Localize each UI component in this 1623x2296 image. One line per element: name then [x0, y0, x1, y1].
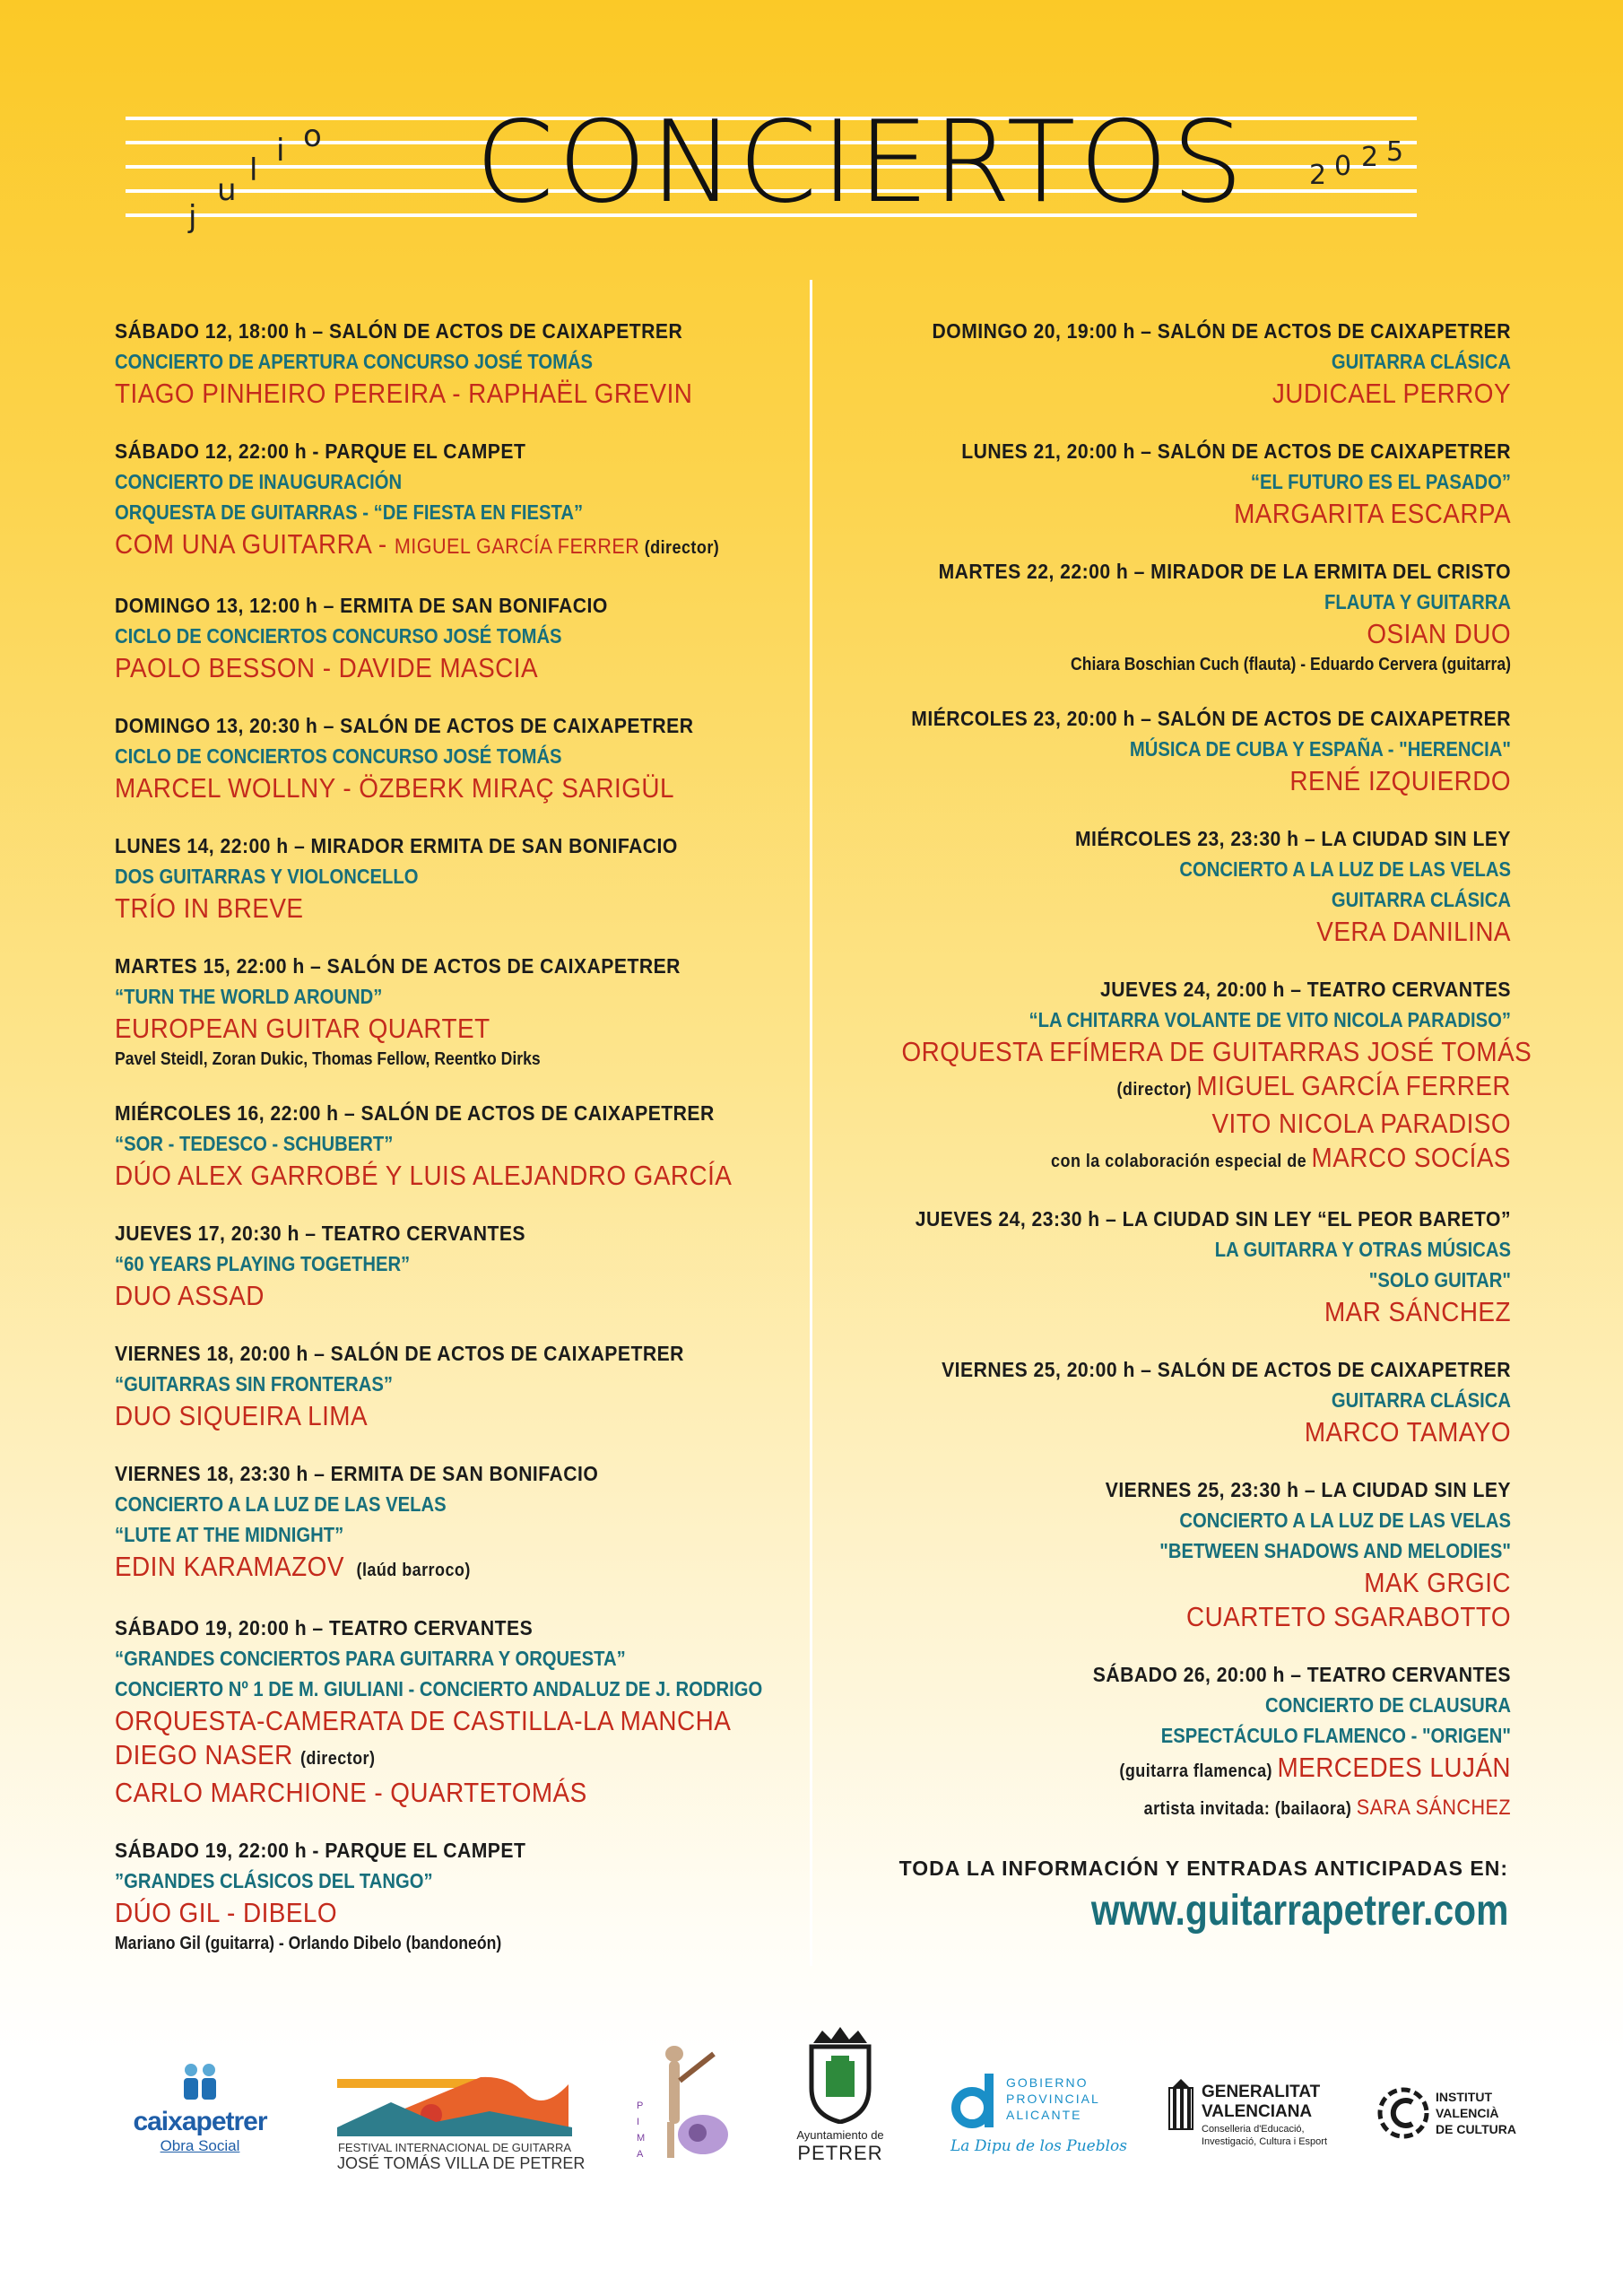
petrer-line2: PETRER [797, 2142, 883, 2164]
event-datetime-venue: MIÉRCOLES 23, 23:30 h – LA CIUDAD SIN LEY [1074, 827, 1511, 850]
event-entry [115, 1338, 796, 1433]
year-digit: 0 [1334, 151, 1352, 182]
info-text: TODA LA INFORMACIÓN Y ENTRADAS ANTICIPADAS EN: [898, 1857, 1508, 1880]
artist-name: OSIAN DUO [1367, 618, 1511, 649]
generalitat-logo[interactable] [1167, 2079, 1347, 2147]
event-entry [115, 1613, 796, 1810]
event-subtitle: “SOR - TEDESCO - SCHUBERT” [115, 1132, 394, 1155]
coat-of-arms-icon [804, 2025, 876, 2124]
event-subtitle: CICLO DE CONCIERTOS CONCURSO JOSÉ TOMÁS [115, 624, 562, 648]
event-datetime-venue: MARTES 22, 22:00 h – MIRADOR DE LA ERMITA DEL CRISTO [938, 560, 1511, 583]
event-artist [115, 771, 728, 805]
figure-with-guitar-icon [633, 2045, 732, 2161]
event-artist [115, 1776, 728, 1810]
event-datetime-venue: JUEVES 24, 23:30 h – LA CIUDAD SIN LEY “EL PEOR BARETO” [915, 1207, 1511, 1231]
event-subtitle: “TURN THE WORLD AROUND” [115, 985, 383, 1008]
artist-role: (director) [644, 538, 720, 558]
event-entry [834, 1354, 1511, 1449]
year-digit: 2 [1361, 142, 1379, 173]
artist-name: VITO NICOLA PARADISO [1211, 1108, 1511, 1139]
event-datetime-venue: MIÉRCOLES 23, 20:00 h – SALÓN DE ACTOS DE CAIXAPETRER [911, 707, 1511, 730]
ivc-line3: DE CULTURA [1436, 2122, 1516, 2136]
artist-name: JUDICAEL PERROY [1271, 378, 1511, 409]
caixapetrer-logo[interactable] [115, 2063, 285, 2155]
event-subtitle: CONCIERTO A LA LUZ DE LAS VELAS [1179, 1509, 1511, 1532]
event-entry [834, 1659, 1511, 1826]
event-subtitle: ORQUESTA DE GUITARRAS - “DE FIESTA EN FIESTA” [115, 500, 584, 524]
event-subtitle: CONCIERTO DE APERTURA CONCURSO JOSÉ TOMÁS [115, 350, 594, 373]
dipu-line2: PROVINCIAL [1006, 2092, 1100, 2106]
senyera-crest-icon [1167, 2079, 1194, 2133]
event-datetime-venue: DOMINGO 13, 12:00 h – ERMITA DE SAN BONIFACIO [115, 594, 608, 617]
artist-name: MARGARITA ESCARPA [1234, 498, 1511, 529]
artist-name: DIEGO NASER [115, 1739, 300, 1770]
month-letter: o [303, 118, 322, 154]
event-subtitle: “LUTE AT THE MIDNIGHT” [115, 1523, 344, 1546]
pima-letter: P [637, 2100, 644, 2111]
event-artist [115, 1896, 728, 1930]
event-datetime-venue: JUEVES 24, 20:00 h – TEATRO CERVANTES [1099, 978, 1511, 1001]
artist-name: MERCEDES LUJÁN [1277, 1752, 1511, 1783]
caixapetrer-name: caixapetrer [133, 2107, 267, 2136]
pima-letter: M [637, 2133, 646, 2144]
artist-name: PAOLO BESSON - DAVIDE MASCIA [115, 652, 539, 683]
event-entry [834, 1474, 1511, 1634]
event-datetime-venue: VIERNES 18, 23:30 h – ERMITA DE SAN BONIFACIO [115, 1462, 599, 1485]
event-artist [115, 651, 728, 685]
event-performers-note: Chiara Boschian Cuch (flauta) - Eduardo Cervera (guitarra) [1071, 655, 1511, 674]
event-subtitle: ESPECTÁCULO FLAMENCO - "ORIGEN" [1160, 1724, 1511, 1747]
festival-logo[interactable] [337, 2075, 586, 2173]
dipu-tagline: La Dipu de los Pueblos [950, 2137, 1128, 2155]
event-subtitle: LA GUITARRA Y OTRAS MÚSICAS [1214, 1238, 1511, 1261]
artist-name: CARLO MARCHIONE - QUARTETOMÁS [115, 1777, 587, 1808]
event-entry [834, 703, 1511, 798]
page-title: CONCIERTOS [475, 96, 1247, 228]
artist-role: artista invitada: (bailaora) [1143, 1799, 1357, 1819]
event-subtitle: MÚSICA DE CUBA Y ESPAÑA - "HERENCIA" [1129, 737, 1511, 761]
event-subtitle: "BETWEEN SHADOWS AND MELODIES" [1159, 1539, 1511, 1562]
artist-role: (director) [1116, 1080, 1197, 1100]
artist-name: DUO SIQUEIRA LIMA [115, 1400, 369, 1431]
artist-name: ORQUESTA-CAMERATA DE CASTILLA-LA MANCHA [115, 1705, 732, 1736]
artist-role: con la colaboración especial de [1051, 1152, 1312, 1171]
event-entry [115, 590, 796, 685]
dipu-line1: GOBIERNO [1006, 2075, 1089, 2090]
event-artist [902, 1069, 1512, 1107]
event-entry [834, 974, 1532, 1178]
year-digit: 2 [1309, 160, 1327, 191]
event-datetime-venue: VIERNES 25, 23:30 h – LA CIUDAD SIN LEY [1105, 1478, 1511, 1501]
event-artist [902, 1415, 1512, 1449]
artist-name: RENÉ IZQUIERDO [1289, 765, 1511, 796]
artist-name: MAK GRGIC [1364, 1567, 1511, 1598]
artist-name: MARCO TAMAYO [1304, 1416, 1511, 1448]
artist-name: DÚO GIL - DIBELO [115, 1897, 338, 1928]
artist-role: (director) [299, 1749, 376, 1769]
event-entry [115, 831, 796, 926]
artist-name: EUROPEAN GUITAR QUARTET [115, 1013, 490, 1044]
gva-line2: VALENCIANA [1202, 2102, 1313, 2121]
event-subtitle: FLAUTA Y GUITARRA [1324, 590, 1511, 613]
festival-line1: FESTIVAL INTERNACIONAL DE GUITARRA [337, 2141, 572, 2154]
artist-name: COM UNA GUITARRA - [115, 528, 395, 560]
right-column [834, 316, 1532, 1851]
event-artist [902, 1788, 1512, 1826]
artist-name: CUARTETO SGARABOTTO [1185, 1601, 1511, 1632]
dipu-alicante-logo[interactable] [950, 2072, 1128, 2155]
event-performers-note: Pavel Steidl, Zoran Dukic, Thomas Fellow, Reentko Dirks [115, 1049, 541, 1069]
event-entry [834, 1204, 1511, 1329]
event-artist [115, 1012, 728, 1046]
artist-name: MAR SÁNCHEZ [1324, 1296, 1511, 1327]
website-link[interactable]: www.guitarrapetrer.com [1090, 1887, 1508, 1935]
event-entry [115, 710, 796, 805]
artist-name: MARCO SOCÍAS [1311, 1142, 1511, 1173]
event-datetime-venue: SÁBADO 26, 20:00 h – TEATRO CERVANTES [1092, 1663, 1511, 1686]
event-entry [115, 1458, 796, 1587]
artist-name: SARA SÁNCHEZ [1356, 1796, 1511, 1820]
event-subtitle: DOS GUITARRAS Y VIOLONCELLO [115, 865, 419, 888]
event-entry [115, 1218, 796, 1313]
event-datetime-venue: SÁBADO 12, 22:00 h - PARQUE EL CAMPET [115, 439, 526, 463]
event-artist [902, 497, 1512, 531]
event-subtitle: "SOLO GUITAR" [1368, 1268, 1511, 1292]
event-artist [115, 1550, 728, 1587]
event-subtitle: GUITARRA CLÁSICA [1331, 888, 1511, 911]
caixapetrer-sub: Obra Social [160, 2137, 240, 2154]
event-entry [115, 1835, 796, 1957]
month-letter: u [217, 172, 237, 208]
info-block [899, 1857, 1508, 1935]
left-column [115, 316, 796, 1982]
event-artist [902, 1566, 1512, 1600]
event-artist [901, 1035, 1532, 1069]
artist-name: MARCEL WOLLNY - ÖZBERK MIRAÇ SARIGÜL [115, 772, 674, 804]
event-subtitle: GUITARRA CLÁSICA [1331, 1388, 1511, 1412]
event-entry [834, 436, 1511, 531]
dipu-a-icon [950, 2072, 1001, 2133]
event-artist [115, 1279, 728, 1313]
event-subtitle: ”GRANDES CLÁSICOS DEL TANGO” [115, 1869, 433, 1892]
month-letter: l [249, 152, 258, 188]
event-subtitle: CONCIERTO A LA LUZ DE LAS VELAS [1179, 857, 1511, 881]
artist-role: (guitarra flamenca) [1119, 1761, 1278, 1781]
ivc-logo[interactable] [1376, 2086, 1520, 2144]
artist-name: VERA DANILINA [1316, 916, 1511, 947]
petrer-line1: Ayuntamiento de [796, 2128, 884, 2142]
event-datetime-venue: VIERNES 18, 20:00 h – SALÓN DE ACTOS DE CAIXAPETRER [115, 1342, 684, 1365]
event-subtitle: CONCIERTO DE CLAUSURA [1264, 1693, 1511, 1717]
ivc-line1: INSTITUT [1436, 2090, 1492, 2104]
event-subtitle: “GUITARRAS SIN FRONTERAS” [115, 1372, 393, 1396]
event-datetime-venue: SÁBADO 19, 20:00 h – TEATRO CERVANTES [115, 1616, 534, 1639]
ivc-line2: VALENCIÀ [1436, 2106, 1499, 2120]
event-subtitle: “60 YEARS PLAYING TOGETHER” [115, 1252, 411, 1275]
event-artist [902, 1751, 1512, 1788]
event-datetime-venue: VIERNES 25, 20:00 h – SALÓN DE ACTOS DE CAIXAPETRER [942, 1358, 1511, 1381]
gva-line1: GENERALITAT [1202, 2083, 1321, 2101]
pima-letter: A [637, 2149, 644, 2160]
event-artist [115, 1738, 728, 1776]
event-performers-note: Mariano Gil (guitarra) - Orlando Dibelo (bandoneón) [115, 1934, 502, 1953]
year-digit: 5 [1386, 136, 1404, 168]
event-datetime-venue: MIÉRCOLES 16, 22:00 h – SALÓN DE ACTOS DE CAIXAPETRER [115, 1101, 715, 1125]
event-artist [115, 891, 728, 926]
month-letter: j [188, 199, 197, 235]
artist-name: MIGUEL GARCÍA FERRER [1196, 1070, 1511, 1101]
ivc-circle-icon [1376, 2086, 1430, 2140]
guitar-landscape-icon [337, 2075, 572, 2136]
artist-name: EDIN KARAMAZOV [115, 1551, 352, 1582]
event-subtitle: GUITARRA CLÁSICA [1331, 350, 1511, 373]
event-datetime-venue: MARTES 15, 22:00 h – SALÓN DE ACTOS DE CAIXAPETRER [115, 954, 681, 978]
event-datetime-venue: LUNES 21, 20:00 h – SALÓN DE ACTOS DE CAIXAPETRER [961, 439, 1511, 463]
event-artist [902, 617, 1512, 651]
people-icon [173, 2063, 227, 2102]
event-artist [115, 1159, 733, 1193]
event-artist [902, 1107, 1512, 1141]
petrer-logo[interactable] [791, 2025, 890, 2165]
pima-logo[interactable] [633, 2045, 732, 2161]
event-datetime-venue: SÁBADO 12, 18:00 h – SALÓN DE ACTOS DE CAIXAPETRER [115, 319, 683, 343]
event-artist [902, 377, 1512, 411]
sponsor-logos [0, 2018, 1623, 2172]
event-artist [115, 527, 728, 565]
event-datetime-venue: DOMINGO 20, 19:00 h – SALÓN DE ACTOS DE CAIXAPETRER [932, 319, 1511, 343]
event-subtitle: CONCIERTO A LA LUZ DE LAS VELAS [115, 1492, 447, 1516]
event-datetime-venue: LUNES 14, 22:00 h – MIRADOR ERMITA DE SAN BONIFACIO [115, 834, 678, 857]
event-entry [115, 436, 796, 565]
event-datetime-venue: SÁBADO 19, 22:00 h - PARQUE EL CAMPET [115, 1839, 526, 1862]
artist-name: DÚO ALEX GARROBÉ Y LUIS ALEJANDRO GARCÍA [115, 1160, 733, 1191]
event-artist [115, 1399, 728, 1433]
event-artist [902, 764, 1512, 798]
event-artist [902, 1600, 1512, 1634]
event-subtitle: “GRANDES CONCIERTOS PARA GUITARRA Y ORQUESTA” [115, 1647, 626, 1670]
gva-line4: Investigació, Cultura i Esport [1202, 2136, 1328, 2147]
artist-name: TIAGO PINHEIRO PEREIRA - RAPHAËL GREVIN [115, 378, 693, 409]
pima-letter: I [637, 2117, 640, 2127]
event-subtitle: “LA CHITARRA VOLANTE DE VITO NICOLA PARADISO” [1028, 1008, 1511, 1031]
artist-role: (laúd barroco) [356, 1561, 471, 1580]
gva-line3: Conselleria d'Educació, [1202, 2124, 1305, 2135]
event-subtitle: CONCIERTO Nº 1 DE M. GIULIANI - CONCIERTO ANDALUZ DE J. RODRIGO [115, 1677, 763, 1700]
month-letter: i [276, 133, 285, 169]
artist-name: DUO ASSAD [115, 1280, 265, 1311]
event-subtitle: “EL FUTURO ES EL PASADO” [1250, 470, 1511, 493]
event-datetime-venue: JUEVES 17, 20:30 h – TEATRO CERVANTES [115, 1222, 526, 1245]
event-artist [902, 915, 1512, 949]
dipu-line3: ALICANTE [1006, 2108, 1082, 2122]
event-entry [834, 316, 1511, 411]
event-artist [115, 377, 728, 411]
event-entry [115, 316, 796, 411]
event-entry [115, 951, 796, 1073]
event-artist [115, 1704, 732, 1738]
event-artist [902, 1141, 1512, 1178]
artist-name: ORQUESTA EFÍMERA DE GUITARRAS JOSÉ TOMÁS [901, 1036, 1532, 1067]
artist-name-small: MIGUEL GARCÍA FERRER [394, 535, 640, 559]
event-entry [834, 823, 1511, 949]
column-divider [810, 280, 812, 1966]
event-entry [115, 1098, 796, 1193]
event-artist [902, 1295, 1512, 1329]
event-subtitle: CONCIERTO DE INAUGURACIÓN [115, 470, 403, 493]
event-datetime-venue: DOMINGO 13, 20:30 h – SALÓN DE ACTOS DE CAIXAPETRER [115, 714, 694, 737]
festival-line2: JOSÉ TOMÁS VILLA DE PETRER [337, 2154, 586, 2172]
event-subtitle: CICLO DE CONCIERTOS CONCURSO JOSÉ TOMÁS [115, 744, 562, 768]
event-entry [834, 556, 1511, 678]
artist-name: TRÍO IN BREVE [115, 892, 304, 924]
